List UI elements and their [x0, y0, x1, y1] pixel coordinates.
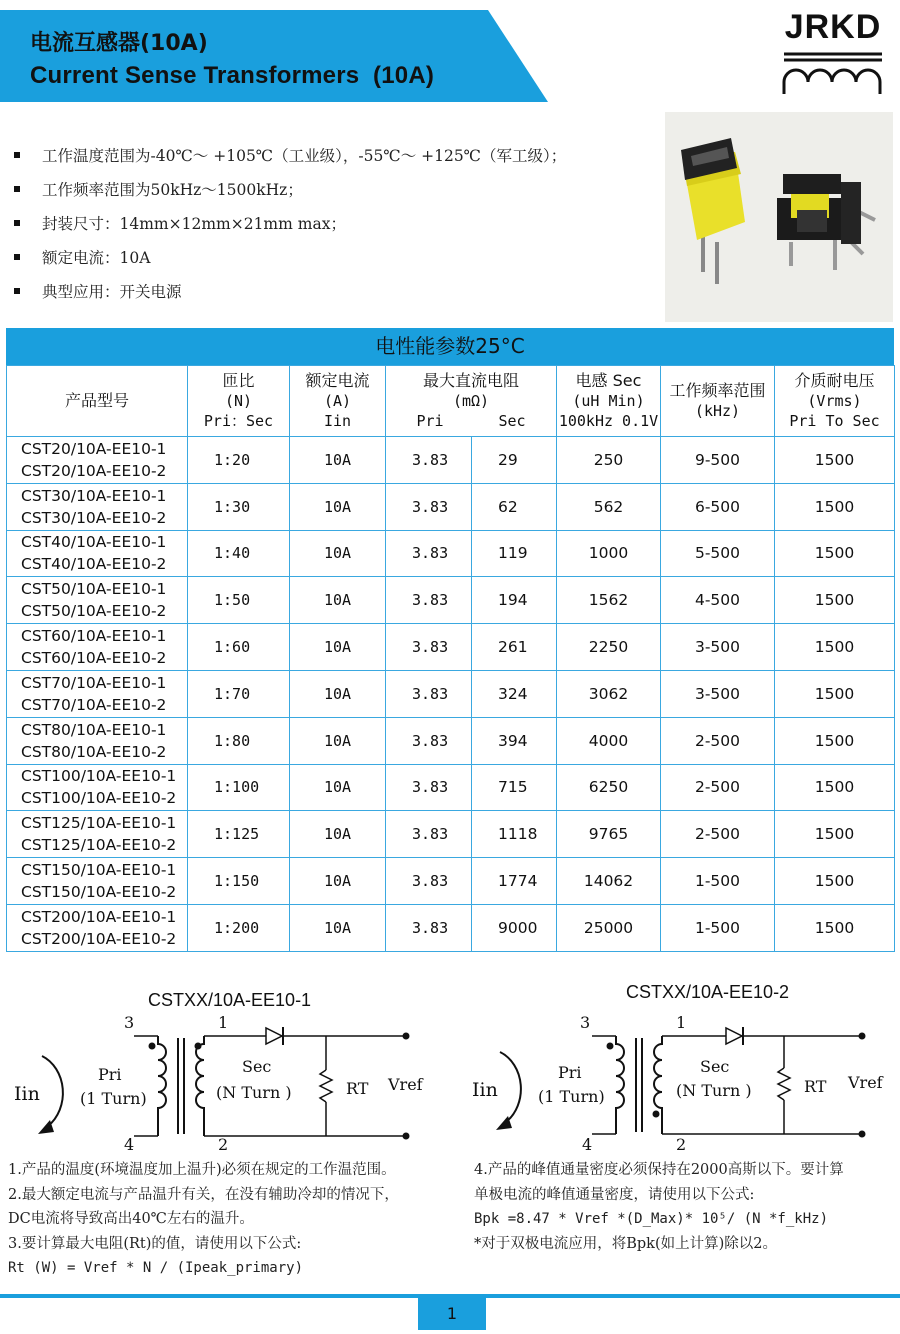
spec-item: 工作温度范围为-40℃～ +105℃（工业级），-55℃～ +125℃（军工级）；	[12, 138, 652, 172]
table-row	[7, 904, 895, 951]
cell-dcr-pri: 3.83	[386, 577, 472, 624]
note-line: DC电流将导致高出40℃左右的温升。	[8, 1211, 254, 1227]
product-photo	[665, 112, 893, 322]
cell-freq: 1-500	[661, 904, 775, 951]
cell-freq: 2-500	[661, 764, 775, 811]
primary-coil-icon	[158, 1036, 166, 1136]
pin-1-label: 1	[676, 1013, 687, 1032]
cell-dcr-pri: 3.83	[386, 624, 472, 671]
cell-dcr-pri: 3.83	[386, 858, 472, 905]
cell-freq: 3-500	[661, 670, 775, 717]
cell-dcr-sec: 9000	[472, 904, 557, 951]
secondary-coil-icon	[196, 1036, 204, 1136]
cell-hipot: 1500	[775, 858, 895, 905]
cell-dcr-sec: 715	[472, 764, 557, 811]
cell-inductance: 1562	[557, 577, 661, 624]
diagram-2-title: CSTXX/10A-EE10-2	[626, 982, 790, 1002]
cell-hipot: 1500	[775, 670, 895, 717]
table-row	[7, 811, 895, 858]
pri-turns-label: (1 Turn)	[80, 1089, 147, 1108]
cell-dcr-sec: 29	[472, 437, 557, 484]
cell-inductance: 14062	[557, 858, 661, 905]
cell-ratio: 1:60	[188, 624, 290, 671]
cell-dcr-pri: 3.83	[386, 717, 472, 764]
bullet-icon	[14, 186, 20, 192]
circuit-diagram-1	[0, 1010, 450, 1160]
spec-item: 封装尺寸：14mm×12mm×21mm max；	[12, 206, 652, 240]
note-line: 1.产品的温度(环境温度加上温升)必须在规定的工作温范围。	[8, 1162, 396, 1178]
cell-hipot: 1500	[775, 717, 895, 764]
cell-hipot: 1500	[775, 764, 895, 811]
cell-current: 10A	[290, 717, 386, 764]
cell-inductance: 9765	[557, 811, 661, 858]
table-row	[7, 858, 895, 905]
cell-model: CST60/10A-EE10-1 CST60/10A-EE10-2	[7, 624, 188, 671]
bullet-icon	[14, 220, 20, 226]
resistor-icon	[778, 1068, 790, 1100]
cell-inductance: 4000	[557, 717, 661, 764]
cell-hipot: 1500	[775, 904, 895, 951]
iin-label: Iin	[472, 1079, 498, 1101]
cell-ratio: 1:100	[188, 764, 290, 811]
pin-3-label: 3	[124, 1013, 135, 1032]
cell-inductance: 25000	[557, 904, 661, 951]
cell-dcr-pri: 3.83	[386, 904, 472, 951]
cell-inductance: 1000	[557, 530, 661, 577]
cell-freq: 6-500	[661, 483, 775, 530]
table-row	[7, 530, 895, 577]
parameters-table	[6, 365, 895, 952]
cell-freq: 5-500	[661, 530, 775, 577]
table-row	[7, 670, 895, 717]
cell-freq: 4-500	[661, 577, 775, 624]
cell-inductance: 3062	[557, 670, 661, 717]
pin-2-label: 2	[676, 1135, 687, 1154]
spec-item: 额定电流：10A	[12, 240, 652, 274]
col-header-dcr: 最大直流电阻 (mΩ) Pri Sec	[386, 366, 557, 437]
cell-hipot: 1500	[775, 483, 895, 530]
cell-current: 10A	[290, 483, 386, 530]
spec-item: 典型应用：开关电源	[12, 274, 652, 308]
cell-current: 10A	[290, 904, 386, 951]
cell-inductance: 250	[557, 437, 661, 484]
secondary-coil-icon	[654, 1036, 662, 1134]
cell-model: CST30/10A-EE10-1 CST30/10A-EE10-2	[7, 483, 188, 530]
cell-current: 10A	[290, 811, 386, 858]
cell-current: 10A	[290, 577, 386, 624]
current-arrow-icon	[42, 1056, 63, 1126]
diode-icon	[726, 1028, 742, 1044]
formula-bpk: Bpk =8.47 * Vref *(D_Max)* 10⁵/ (N *f_kHz)	[474, 1211, 829, 1227]
cell-ratio: 1:125	[188, 811, 290, 858]
note-line: *对于双极电流应用，将Bpk(如上计算)除以2。	[474, 1235, 778, 1252]
notes-left	[8, 1158, 468, 1281]
note-line: 单极电流的峰值通量密度，请使用以下公式:	[474, 1186, 755, 1203]
cell-model: CST50/10A-EE10-1 CST50/10A-EE10-2	[7, 577, 188, 624]
cell-ratio: 1:30	[188, 483, 290, 530]
cell-model: CST20/10A-EE10-1 CST20/10A-EE10-2	[7, 437, 188, 484]
table-title: 电性能参数25°C	[6, 328, 894, 365]
primary-coil-icon	[616, 1036, 624, 1134]
cell-ratio: 1:40	[188, 530, 290, 577]
col-header-freq: 工作频率范围 (kHz)	[661, 366, 775, 437]
brand-logo-text: JRKD	[784, 8, 882, 46]
cell-dcr-sec: 1118	[472, 811, 557, 858]
pri-label: Pri	[558, 1063, 582, 1082]
cell-dcr-pri: 3.83	[386, 483, 472, 530]
brand-logo	[778, 8, 888, 98]
vref-label: Vref	[388, 1075, 423, 1094]
cell-model: CST80/10A-EE10-1 CST80/10A-EE10-2	[7, 717, 188, 764]
cell-dcr-sec: 324	[472, 670, 557, 717]
cell-dcr-pri: 3.83	[386, 811, 472, 858]
cell-dcr-pri: 3.83	[386, 764, 472, 811]
table-body	[7, 437, 895, 952]
table-header-row	[7, 366, 895, 437]
cell-ratio: 1:200	[188, 904, 290, 951]
cell-hipot: 1500	[775, 811, 895, 858]
cell-dcr-sec: 261	[472, 624, 557, 671]
col-header-ratio: 匝比 (N) Pri：Sec	[188, 366, 290, 437]
cell-freq: 2-500	[661, 811, 775, 858]
sec-label: Sec	[242, 1057, 272, 1076]
cell-dcr-sec: 394	[472, 717, 557, 764]
cell-current: 10A	[290, 624, 386, 671]
pin-4-label: 4	[582, 1135, 593, 1154]
pin-1-label: 1	[218, 1013, 229, 1032]
cell-hipot: 1500	[775, 577, 895, 624]
cell-current: 10A	[290, 764, 386, 811]
cell-inductance: 6250	[557, 764, 661, 811]
cell-model: CST100/10A-EE10-1 CST100/10A-EE10-2	[7, 764, 188, 811]
cell-inductance: 562	[557, 483, 661, 530]
col-header-hipot: 介质耐电压 (Vrms) Pri To Sec	[775, 366, 895, 437]
pin-2-label: 2	[218, 1135, 229, 1154]
cell-dcr-pri: 3.83	[386, 530, 472, 577]
diagram-1-title: CSTXX/10A-EE10-1	[148, 990, 312, 1010]
bullet-icon	[14, 254, 20, 260]
circuit-diagram-2	[450, 1010, 900, 1160]
table-row	[7, 624, 895, 671]
cell-ratio: 1:80	[188, 717, 290, 764]
note-line: 3.要计算最大电阻(Rt)的值，请使用以下公式:	[8, 1235, 302, 1252]
cell-inductance: 2250	[557, 624, 661, 671]
cell-hipot: 1500	[775, 530, 895, 577]
cell-hipot: 1500	[775, 624, 895, 671]
cell-model: CST200/10A-EE10-1 CST200/10A-EE10-2	[7, 904, 188, 951]
col-header-model: 产品型号	[7, 366, 188, 437]
note-line: 2.最大额定电流与产品温升有关，在没有辅助冷却的情况下，	[8, 1186, 399, 1203]
pri-label: Pri	[98, 1065, 122, 1084]
cell-model: CST40/10A-EE10-1 CST40/10A-EE10-2	[7, 530, 188, 577]
sec-turns-label: (N Turn )	[676, 1081, 752, 1100]
table-row	[7, 483, 895, 530]
vref-label: Vref	[848, 1073, 883, 1092]
cell-dcr-pri: 3.83	[386, 670, 472, 717]
cell-dcr-sec: 194	[472, 577, 557, 624]
rt-label: RT	[804, 1077, 827, 1096]
pin-3-label: 3	[580, 1013, 591, 1032]
bullet-icon	[14, 152, 20, 158]
cell-freq: 9-500	[661, 437, 775, 484]
formula-rt: Rt (W) = Vref * N / (Ipeak_primary)	[8, 1260, 304, 1276]
cell-model: CST125/10A-EE10-1 CST125/10A-EE10-2	[7, 811, 188, 858]
cell-freq: 1-500	[661, 858, 775, 905]
cell-hipot: 1500	[775, 437, 895, 484]
table-row	[7, 577, 895, 624]
table-row	[7, 764, 895, 811]
pri-turns-label: (1 Turn)	[538, 1087, 605, 1106]
cell-freq: 2-500	[661, 717, 775, 764]
cell-dcr-sec: 62	[472, 483, 557, 530]
bullet-icon	[14, 288, 20, 294]
page-number: 1	[418, 1298, 486, 1330]
col-header-inductance: 电感 Sec (uH Min) 100kHz 0.1V	[557, 366, 661, 437]
spec-item: 工作频率范围为50kHz～1500kHz；	[12, 172, 652, 206]
page-title-en: Current Sense Transformers (10A)	[30, 62, 435, 89]
spec-list	[12, 138, 652, 308]
table-row	[7, 437, 895, 484]
cell-ratio: 1:20	[188, 437, 290, 484]
cell-ratio: 1:50	[188, 577, 290, 624]
current-arrow-icon	[500, 1052, 521, 1122]
col-header-current: 额定电流 (A) Iin	[290, 366, 386, 437]
cell-dcr-pri: 3.83	[386, 437, 472, 484]
note-line: 4.产品的峰值通量密度必须保持在2000高斯以下。要计算	[474, 1162, 844, 1178]
page-title-cn: 电流互感器(10A)	[30, 31, 208, 56]
cell-ratio: 1:70	[188, 670, 290, 717]
rt-label: RT	[346, 1079, 369, 1098]
cell-current: 10A	[290, 670, 386, 717]
table-row	[7, 717, 895, 764]
cell-model: CST150/10A-EE10-1 CST150/10A-EE10-2	[7, 858, 188, 905]
iin-label: Iin	[14, 1083, 40, 1105]
cell-current: 10A	[290, 858, 386, 905]
cell-model: CST70/10A-EE10-1 CST70/10A-EE10-2	[7, 670, 188, 717]
resistor-icon	[320, 1070, 332, 1102]
cell-dcr-sec: 119	[472, 530, 557, 577]
cell-current: 10A	[290, 437, 386, 484]
notes-right	[474, 1158, 896, 1256]
cell-current: 10A	[290, 530, 386, 577]
sec-turns-label: (N Turn )	[216, 1083, 292, 1102]
cell-freq: 3-500	[661, 624, 775, 671]
pin-4-label: 4	[124, 1135, 135, 1154]
cell-dcr-sec: 1774	[472, 858, 557, 905]
diode-icon	[266, 1028, 282, 1044]
cell-ratio: 1:150	[188, 858, 290, 905]
sec-label: Sec	[700, 1057, 730, 1076]
coil-logo-icon	[778, 8, 888, 98]
